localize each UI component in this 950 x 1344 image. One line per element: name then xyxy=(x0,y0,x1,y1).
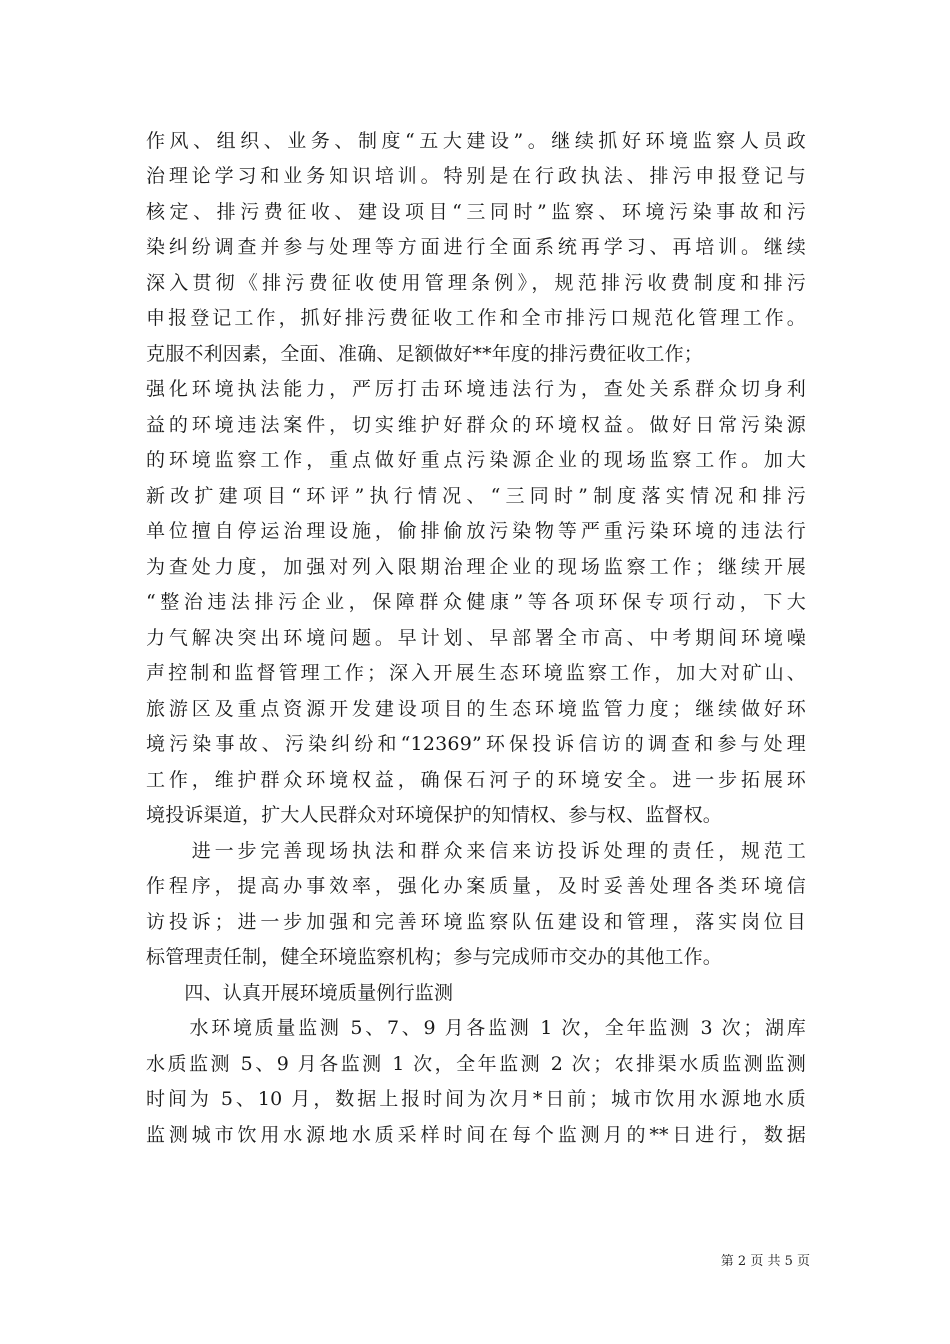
text-line: 声控制和监督管理工作；深入开展生态环境监察工作，加大对矿山、 xyxy=(146,662,806,684)
section-heading: 四、认真开展环境质量例行监测 xyxy=(146,982,454,1004)
text-line: 标管理责任制，健全环境监察机构；参与完成师市交办的其他工作。 xyxy=(146,946,723,968)
text-line: 申报登记工作，抓好排污费征收工作和全市排污口规范化管理工作。 xyxy=(146,307,806,329)
text-line: 访投诉；进一步加强和完善环境监察队伍建设和管理，落实岗位目 xyxy=(146,911,806,933)
text-line: 监测城市饮用水源地水质采样时间在每个监测月的**日进行，数据 xyxy=(146,1124,806,1146)
text-line: 作程序，提高办事效率，强化办案质量，及时妥善处理各类环境信 xyxy=(146,875,806,897)
text-line: 作风、组织、业务、制度“五大建设”。继续抓好环境监察人员政 xyxy=(146,130,806,152)
text-line: 克服不利因素，全面、准确、足额做好**年度的排污费征收工作； xyxy=(146,343,704,365)
text-line: 为查处力度，加强对列入限期治理企业的现场监察工作；继续开展 xyxy=(146,556,806,578)
text-line: 水环境质量监测 5、7、9 月各监测 1 次，全年监测 3 次；湖库 xyxy=(146,1017,806,1039)
text-line: 境污染事故、污染纠纷和“12369”环保投诉信访的调查和参与处理 xyxy=(146,733,806,755)
text-line: “整治违法排污企业，保障群众健康”等各项环保专项行动，下大 xyxy=(146,591,806,613)
text-line: 深入贯彻《排污费征收使用管理条例》，规范排污收费制度和排污 xyxy=(146,272,806,294)
page-number: 第 2 页 共 5 页 xyxy=(720,1254,810,1269)
text-line: 单位擅自停运治理设施，偷排偷放污染物等严重污染环境的违法行 xyxy=(146,520,806,542)
text-line: 水质监测 5、9 月各监测 1 次，全年监测 2 次；农排渠水质监测监测 xyxy=(146,1053,806,1075)
text-line: 新改扩建项目“环评”执行情况、“三同时”制度落实情况和排污 xyxy=(146,485,806,507)
text-line: 工作，维护群众环境权益，确保石河子的环境安全。进一步拓展环 xyxy=(146,769,806,791)
text-line: 力气解决突出环境问题。早计划、早部署全市高、中考期间环境噪 xyxy=(146,627,806,649)
text-line: 的环境监察工作，重点做好重点污染源企业的现场监察工作。加大 xyxy=(146,449,806,471)
text-line: 强化环境执法能力，严厉打击环境违法行为，查处关系群众切身利 xyxy=(146,378,806,400)
text-line: 治理论学习和业务知识培训。特别是在行政执法、排污申报登记与 xyxy=(146,165,806,187)
text-line: 进一步完善现场执法和群众来信来访投诉处理的责任，规范工 xyxy=(146,840,806,862)
text-line: 时间为 5、10 月，数据上报时间为次月*日前；城市饮用水源地水质 xyxy=(146,1088,806,1110)
text-line: 境投诉渠道，扩大人民群众对环境保护的知情权、参与权、监督权。 xyxy=(146,804,723,826)
text-line: 益的环境违法案件，切实维护好群众的环境权益。做好日常污染源 xyxy=(146,414,806,436)
text-line: 旅游区及重点资源开发建设项目的生态环境监管力度；继续做好环 xyxy=(146,698,806,720)
text-line: 核定、排污费征收、建设项目“三同时”监察、环境污染事故和污 xyxy=(146,201,806,223)
text-line: 染纠纷调查并参与处理等方面进行全面系统再学习、再培训。继续 xyxy=(146,236,806,258)
